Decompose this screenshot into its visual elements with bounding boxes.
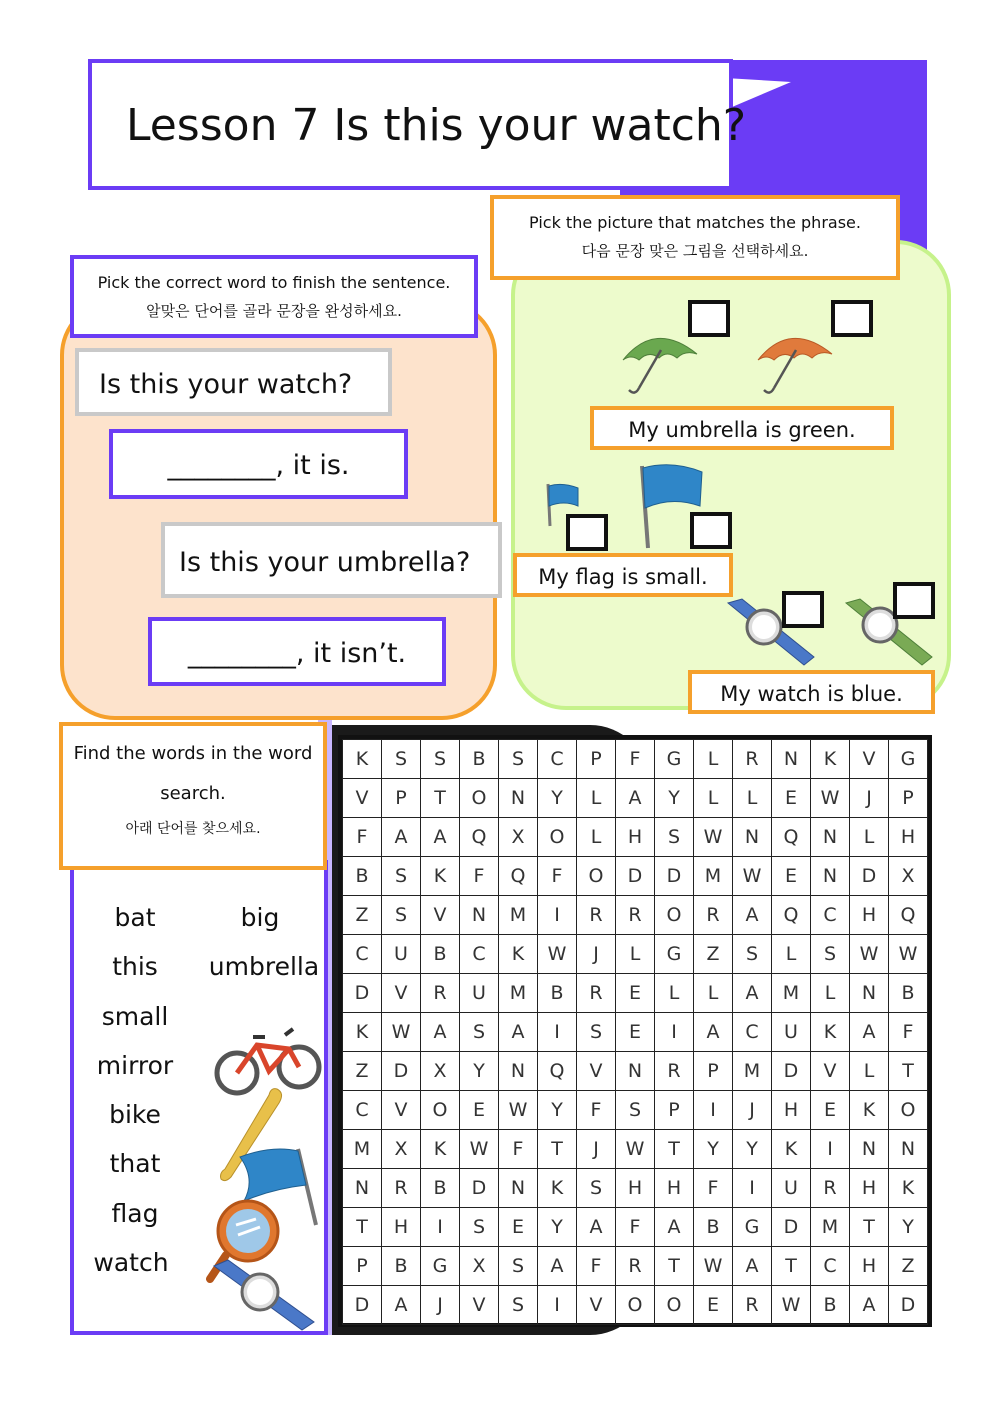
grid-cell[interactable]: T	[421, 779, 460, 818]
grid-cell[interactable]: C	[538, 740, 577, 779]
grid-cell[interactable]: M	[499, 974, 538, 1013]
grid-cell[interactable]: A	[850, 1286, 889, 1325]
grid-cell[interactable]: O	[460, 779, 499, 818]
grid-cell[interactable]: K	[811, 740, 850, 779]
word-bike: bike	[109, 1100, 161, 1129]
grid-cell[interactable]: T	[850, 1208, 889, 1247]
grid-cell[interactable]: A	[538, 1247, 577, 1286]
checkbox-big-flag[interactable]	[690, 512, 732, 549]
grid-cell[interactable]: Q	[772, 896, 811, 935]
grid-cell[interactable]: Q	[889, 896, 928, 935]
grid-cell[interactable]: H	[850, 896, 889, 935]
grid-cell[interactable]: V	[577, 1286, 616, 1325]
grid-cell[interactable]: N	[811, 857, 850, 896]
grid-row	[343, 935, 928, 974]
word-bat: bat	[114, 903, 156, 932]
word-search-table	[342, 739, 928, 1325]
word-umbrella: umbrella	[208, 952, 320, 981]
grid-cell[interactable]: S	[499, 1286, 538, 1325]
grid-row	[343, 1169, 928, 1208]
grid-cell[interactable]: X	[382, 1130, 421, 1169]
grid-cell[interactable]: Y	[538, 1208, 577, 1247]
grid-cell[interactable]: V	[343, 779, 382, 818]
word-search-grid	[338, 735, 932, 1327]
grid-cell[interactable]: D	[343, 1286, 382, 1325]
grid-cell[interactable]: L	[850, 1052, 889, 1091]
checkbox-green-umbrella[interactable]	[688, 300, 730, 337]
grid-cell[interactable]: L	[577, 818, 616, 857]
grid-cell[interactable]: F	[889, 1013, 928, 1052]
watch-icon	[210, 1258, 320, 1333]
grid-cell[interactable]: S	[499, 740, 538, 779]
grid-cell[interactable]: N	[889, 1130, 928, 1169]
grid-cell[interactable]: C	[460, 935, 499, 974]
grid-cell[interactable]: N	[733, 818, 772, 857]
grid-cell[interactable]: T	[772, 1247, 811, 1286]
grid-cell[interactable]: Q	[460, 818, 499, 857]
grid-cell[interactable]: K	[421, 857, 460, 896]
grid-row	[343, 1091, 928, 1130]
grid-cell[interactable]: B	[460, 740, 499, 779]
grid-cell[interactable]: L	[655, 974, 694, 1013]
grid-cell[interactable]: E	[772, 857, 811, 896]
grid-cell[interactable]: D	[460, 1169, 499, 1208]
grid-cell[interactable]: B	[889, 974, 928, 1013]
grid-cell[interactable]: D	[889, 1286, 928, 1325]
grid-cell[interactable]: C	[343, 935, 382, 974]
grid-cell[interactable]: D	[772, 1208, 811, 1247]
grid-cell[interactable]: J	[421, 1286, 460, 1325]
grid-cell[interactable]: I	[733, 1169, 772, 1208]
grid-cell[interactable]: A	[499, 1013, 538, 1052]
grid-cell[interactable]: M	[499, 896, 538, 935]
grid-cell[interactable]: S	[460, 1208, 499, 1247]
grid-cell[interactable]: N	[772, 740, 811, 779]
grid-cell[interactable]: E	[811, 1091, 850, 1130]
grid-cell[interactable]: Q	[499, 857, 538, 896]
sentence-instruction-ko: 알맞은 단어를 골라 문장을 완성하세요.	[146, 302, 402, 320]
page-title: Lesson 7 Is this your watch?	[126, 100, 747, 151]
grid-cell[interactable]: S	[382, 857, 421, 896]
grid-cell[interactable]: Z	[343, 896, 382, 935]
grid-cell[interactable]: L	[772, 935, 811, 974]
grid-cell[interactable]: C	[733, 1013, 772, 1052]
grid-cell[interactable]: S	[616, 1091, 655, 1130]
grid-cell[interactable]: A	[421, 818, 460, 857]
grid-cell[interactable]: M	[343, 1130, 382, 1169]
grid-cell[interactable]: B	[382, 1247, 421, 1286]
grid-cell[interactable]: X	[460, 1247, 499, 1286]
grid-cell[interactable]: U	[772, 1169, 811, 1208]
grid-row	[343, 1286, 928, 1325]
grid-cell[interactable]: B	[421, 935, 460, 974]
grid-cell[interactable]: S	[577, 1169, 616, 1208]
grid-cell[interactable]: T	[889, 1052, 928, 1091]
grid-cell[interactable]: I	[538, 1013, 577, 1052]
grid-cell[interactable]: A	[655, 1208, 694, 1247]
grid-cell[interactable]: I	[694, 1091, 733, 1130]
grid-cell[interactable]: A	[733, 1247, 772, 1286]
grid-cell[interactable]: W	[382, 1013, 421, 1052]
grid-cell[interactable]: A	[616, 779, 655, 818]
grid-cell[interactable]: K	[343, 740, 382, 779]
grid-cell[interactable]: K	[772, 1130, 811, 1169]
grid-cell[interactable]: M	[733, 1052, 772, 1091]
grid-cell[interactable]: T	[655, 1247, 694, 1286]
phrase-flag: My flag is small.	[513, 553, 733, 597]
grid-cell[interactable]: C	[811, 896, 850, 935]
grid-cell[interactable]: P	[694, 1052, 733, 1091]
grid-cell[interactable]: L	[694, 740, 733, 779]
phrase-watch: My watch is blue.	[688, 670, 935, 714]
grid-cell[interactable]: F	[694, 1169, 733, 1208]
grid-cell[interactable]: O	[421, 1091, 460, 1130]
grid-cell[interactable]: L	[733, 779, 772, 818]
grid-cell[interactable]: S	[499, 1247, 538, 1286]
grid-cell[interactable]: S	[421, 740, 460, 779]
grid-cell[interactable]: A	[850, 1013, 889, 1052]
grid-cell[interactable]: N	[499, 1169, 538, 1208]
grid-cell[interactable]: K	[850, 1091, 889, 1130]
grid-cell[interactable]: A	[577, 1208, 616, 1247]
grid-cell[interactable]: F	[577, 1247, 616, 1286]
grid-cell[interactable]: A	[733, 896, 772, 935]
grid-cell[interactable]: N	[811, 818, 850, 857]
grid-cell[interactable]: X	[889, 857, 928, 896]
grid-cell[interactable]: D	[655, 857, 694, 896]
grid-cell[interactable]: W	[694, 818, 733, 857]
grid-row	[343, 779, 928, 818]
grid-row	[343, 1013, 928, 1052]
grid-cell[interactable]: F	[343, 818, 382, 857]
grid-cell[interactable]: M	[811, 1208, 850, 1247]
grid-cell[interactable]: C	[811, 1247, 850, 1286]
grid-cell[interactable]: N	[499, 1052, 538, 1091]
grid-cell[interactable]: H	[382, 1208, 421, 1247]
grid-cell[interactable]: O	[616, 1286, 655, 1325]
grid-row	[343, 1247, 928, 1286]
grid-cell[interactable]: W	[694, 1247, 733, 1286]
grid-cell[interactable]: Y	[460, 1052, 499, 1091]
grid-cell[interactable]: D	[382, 1052, 421, 1091]
checkbox-small-flag[interactable]	[566, 514, 608, 551]
word-flag: flag	[111, 1199, 159, 1228]
question-1: Is this your watch?	[75, 348, 392, 416]
checkbox-green-watch[interactable]	[893, 582, 935, 619]
grid-cell[interactable]: D	[616, 857, 655, 896]
grid-cell[interactable]: W	[811, 779, 850, 818]
grid-cell[interactable]: Y	[655, 779, 694, 818]
grid-cell[interactable]: T	[343, 1208, 382, 1247]
word-watch: watch	[93, 1248, 169, 1277]
grid-cell[interactable]: V	[811, 1052, 850, 1091]
search-instruction	[59, 722, 327, 870]
grid-cell[interactable]: K	[421, 1130, 460, 1169]
orange-umbrella-icon	[750, 320, 840, 400]
grid-cell[interactable]: C	[343, 1091, 382, 1130]
grid-cell[interactable]: H	[616, 818, 655, 857]
grid-cell[interactable]: S	[382, 740, 421, 779]
grid-cell[interactable]: A	[694, 1013, 733, 1052]
grid-cell[interactable]: N	[616, 1052, 655, 1091]
grid-cell[interactable]: V	[421, 896, 460, 935]
grid-cell[interactable]: S	[733, 935, 772, 974]
grid-cell[interactable]: K	[889, 1169, 928, 1208]
grid-cell[interactable]: I	[538, 896, 577, 935]
grid-cell[interactable]: A	[382, 818, 421, 857]
grid-cell[interactable]: R	[811, 1169, 850, 1208]
grid-cell[interactable]: O	[655, 1286, 694, 1325]
grid-cell[interactable]: R	[733, 740, 772, 779]
grid-cell[interactable]: F	[460, 857, 499, 896]
grid-cell[interactable]: Y	[694, 1130, 733, 1169]
grid-cell[interactable]: H	[616, 1169, 655, 1208]
grid-cell[interactable]: V	[382, 1091, 421, 1130]
sentence-instruction-en: Pick the correct word to finish the sentence.	[97, 273, 451, 292]
grid-cell[interactable]: B	[343, 857, 382, 896]
grid-cell[interactable]: K	[811, 1013, 850, 1052]
answer-1-blank[interactable]: ________, it is.	[109, 429, 408, 499]
picture-instruction-ko: 다음 문장 맞은 그림을 선택하세요.	[581, 242, 809, 260]
grid-cell[interactable]: B	[538, 974, 577, 1013]
grid-cell[interactable]: J	[850, 779, 889, 818]
grid-cell[interactable]: O	[577, 857, 616, 896]
grid-cell[interactable]: D	[772, 1052, 811, 1091]
grid-cell[interactable]: L	[850, 818, 889, 857]
grid-cell[interactable]: Z	[694, 935, 733, 974]
grid-cell[interactable]: S	[811, 935, 850, 974]
question-2: Is this your umbrella?	[161, 522, 502, 598]
grid-cell[interactable]: O	[538, 818, 577, 857]
grid-cell[interactable]: F	[577, 1091, 616, 1130]
grid-cell[interactable]: E	[499, 1208, 538, 1247]
grid-row	[343, 857, 928, 896]
grid-row	[343, 1052, 928, 1091]
grid-cell[interactable]: R	[616, 1247, 655, 1286]
grid-cell[interactable]: N	[850, 974, 889, 1013]
grid-cell[interactable]: P	[889, 779, 928, 818]
grid-cell[interactable]: H	[850, 1247, 889, 1286]
grid-cell[interactable]: S	[577, 1013, 616, 1052]
grid-cell[interactable]: E	[460, 1091, 499, 1130]
grid-cell[interactable]: I	[811, 1130, 850, 1169]
grid-cell[interactable]: W	[889, 935, 928, 974]
grid-cell[interactable]: B	[421, 1169, 460, 1208]
grid-cell[interactable]: A	[733, 974, 772, 1013]
grid-cell[interactable]: H	[889, 818, 928, 857]
grid-cell[interactable]: Y	[538, 779, 577, 818]
grid-cell[interactable]: P	[577, 740, 616, 779]
grid-cell[interactable]: D	[850, 857, 889, 896]
grid-cell[interactable]: H	[850, 1169, 889, 1208]
grid-cell[interactable]: E	[616, 974, 655, 1013]
search-instruction-ko: 아래 단어를 찾으세요.	[125, 821, 261, 837]
grid-cell[interactable]: R	[577, 974, 616, 1013]
grid-cell[interactable]: O	[655, 896, 694, 935]
grid-cell[interactable]: I	[538, 1286, 577, 1325]
picture-instruction-en: Pick the picture that matches the phrase.	[529, 213, 861, 232]
grid-cell[interactable]: F	[538, 857, 577, 896]
grid-cell[interactable]: P	[382, 779, 421, 818]
word-small: small	[101, 1002, 169, 1031]
grid-cell[interactable]: S	[382, 896, 421, 935]
grid-cell[interactable]: B	[811, 1286, 850, 1325]
grid-cell[interactable]: T	[655, 1130, 694, 1169]
grid-cell[interactable]: Z	[343, 1052, 382, 1091]
grid-cell[interactable]: Y	[733, 1130, 772, 1169]
grid-cell[interactable]: P	[655, 1091, 694, 1130]
grid-cell[interactable]: G	[421, 1247, 460, 1286]
grid-cell[interactable]: L	[811, 974, 850, 1013]
grid-cell[interactable]: Z	[889, 1247, 928, 1286]
grid-cell[interactable]: S	[655, 818, 694, 857]
grid-cell[interactable]: N	[343, 1169, 382, 1208]
grid-cell[interactable]: R	[421, 974, 460, 1013]
grid-cell[interactable]: G	[655, 935, 694, 974]
grid-cell[interactable]: L	[694, 974, 733, 1013]
sentence-instruction	[70, 255, 478, 338]
grid-cell[interactable]: S	[460, 1013, 499, 1052]
grid-row	[343, 1208, 928, 1247]
grid-cell[interactable]: W	[538, 935, 577, 974]
word-mirror: mirror	[96, 1051, 174, 1080]
picture-instruction	[490, 195, 900, 280]
grid-cell[interactable]: Q	[538, 1052, 577, 1091]
grid-cell[interactable]: V	[460, 1286, 499, 1325]
grid-cell[interactable]: F	[499, 1130, 538, 1169]
grid-cell[interactable]: K	[343, 1013, 382, 1052]
grid-cell[interactable]: V	[577, 1052, 616, 1091]
grid-cell[interactable]: H	[655, 1169, 694, 1208]
grid-cell[interactable]: H	[772, 1091, 811, 1130]
grid-cell[interactable]: N	[499, 779, 538, 818]
grid-cell[interactable]: V	[850, 740, 889, 779]
word-big: big	[240, 903, 280, 932]
grid-cell[interactable]: R	[382, 1169, 421, 1208]
grid-cell[interactable]: E	[772, 779, 811, 818]
grid-cell[interactable]: F	[616, 740, 655, 779]
grid-cell[interactable]: J	[577, 1130, 616, 1169]
grid-cell[interactable]: E	[616, 1013, 655, 1052]
grid-cell[interactable]: R	[616, 896, 655, 935]
search-instruction-en: Find the words in the word search.	[73, 743, 313, 804]
grid-cell[interactable]: A	[421, 1013, 460, 1052]
phrase-umbrella: My umbrella is green.	[590, 406, 894, 450]
grid-cell[interactable]: B	[694, 1208, 733, 1247]
grid-cell[interactable]: M	[694, 857, 733, 896]
word-this: this	[112, 952, 158, 981]
grid-cell[interactable]: Q	[772, 818, 811, 857]
grid-cell[interactable]: W	[772, 1286, 811, 1325]
grid-cell[interactable]: U	[382, 935, 421, 974]
grid-cell[interactable]: U	[460, 974, 499, 1013]
grid-cell[interactable]: R	[733, 1286, 772, 1325]
grid-cell[interactable]: F	[616, 1208, 655, 1247]
grid-cell[interactable]: G	[733, 1208, 772, 1247]
grid-cell[interactable]: X	[499, 818, 538, 857]
grid-cell[interactable]: L	[577, 779, 616, 818]
grid-cell[interactable]: Y	[538, 1091, 577, 1130]
grid-cell[interactable]: R	[577, 896, 616, 935]
grid-cell[interactable]: N	[850, 1130, 889, 1169]
grid-cell[interactable]: D	[343, 974, 382, 1013]
grid-cell[interactable]: Y	[889, 1208, 928, 1247]
answer-2-blank[interactable]: ________, it isn’t.	[148, 617, 446, 686]
grid-cell[interactable]: T	[538, 1130, 577, 1169]
grid-cell[interactable]: A	[382, 1286, 421, 1325]
grid-cell[interactable]: R	[694, 896, 733, 935]
checkbox-blue-watch[interactable]	[782, 591, 824, 628]
grid-cell[interactable]: N	[460, 896, 499, 935]
grid-cell[interactable]: I	[655, 1013, 694, 1052]
grid-cell[interactable]: V	[382, 974, 421, 1013]
grid-cell[interactable]: J	[577, 935, 616, 974]
grid-cell[interactable]: P	[343, 1247, 382, 1286]
grid-cell[interactable]: W	[460, 1130, 499, 1169]
grid-cell[interactable]: L	[694, 779, 733, 818]
grid-cell[interactable]: G	[889, 740, 928, 779]
grid-cell[interactable]: K	[499, 935, 538, 974]
grid-cell[interactable]: O	[889, 1091, 928, 1130]
grid-cell[interactable]: E	[694, 1286, 733, 1325]
grid-cell[interactable]: R	[655, 1052, 694, 1091]
grid-cell[interactable]: I	[421, 1208, 460, 1247]
grid-row	[343, 818, 928, 857]
grid-cell[interactable]: U	[772, 1013, 811, 1052]
grid-row	[343, 740, 928, 779]
grid-cell[interactable]: L	[616, 935, 655, 974]
grid-cell[interactable]: W	[850, 935, 889, 974]
grid-cell[interactable]: W	[499, 1091, 538, 1130]
grid-cell[interactable]: W	[733, 857, 772, 896]
grid-cell[interactable]: J	[733, 1091, 772, 1130]
grid-cell[interactable]: G	[655, 740, 694, 779]
word-that: that	[109, 1149, 161, 1178]
grid-cell[interactable]: X	[421, 1052, 460, 1091]
grid-row	[343, 896, 928, 935]
grid-cell[interactable]: K	[538, 1169, 577, 1208]
checkbox-orange-umbrella[interactable]	[831, 300, 873, 337]
grid-row	[343, 1130, 928, 1169]
grid-cell[interactable]: M	[772, 974, 811, 1013]
grid-cell[interactable]: W	[616, 1130, 655, 1169]
grid-row	[343, 974, 928, 1013]
